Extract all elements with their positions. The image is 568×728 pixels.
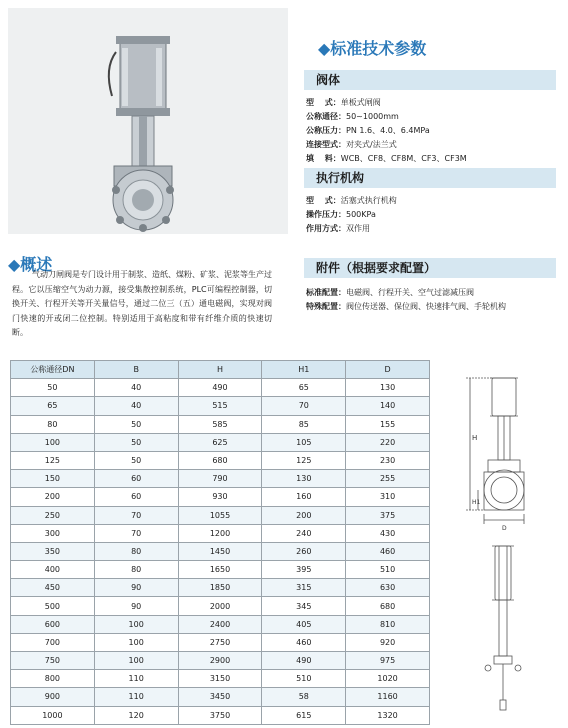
table-cell: 125	[262, 451, 346, 469]
table-cell: 60	[94, 470, 178, 488]
table-cell: 130	[262, 470, 346, 488]
table-cell: 450	[11, 579, 95, 597]
table-cell: 625	[178, 433, 262, 451]
table-cell: 600	[11, 615, 95, 633]
table-cell: 50	[94, 433, 178, 451]
table-cell: 460	[346, 542, 430, 560]
overview-text: 气动刀闸阀是专门设计用于制浆、造纸、煤粉、矿浆、泥浆等生产过程。它以压缩空气为动力源，接受集散控制系统，PLC可编程控制器，切换开关、行程开关等开关量信号，通过二位三（五）通电磁阀，实现对阀门快速的开或闭二位控制。特别适用于高粘度和带有纤维介质的快速切断。	[12, 270, 272, 337]
dim-label-d: D	[502, 525, 507, 532]
table-row	[11, 488, 430, 506]
col-b: B	[94, 361, 178, 379]
spec-row: 型 式：单板式闸阀	[306, 98, 381, 107]
table-row	[11, 579, 430, 597]
dim-label-h: H	[472, 434, 478, 442]
table-cell: 930	[178, 488, 262, 506]
table-cell: 490	[262, 652, 346, 670]
table-cell: 490	[178, 379, 262, 397]
table-row	[11, 561, 430, 579]
table-cell: 750	[11, 652, 95, 670]
table-cell: 240	[262, 524, 346, 542]
table-cell: 315	[262, 579, 346, 597]
table-cell: 900	[11, 688, 95, 706]
table-cell: 100	[94, 633, 178, 651]
table-cell: 140	[346, 397, 430, 415]
table-cell: 1160	[346, 688, 430, 706]
valve-body-specs	[306, 96, 467, 166]
table-cell: 1000	[11, 706, 95, 724]
table-cell: 1320	[346, 706, 430, 724]
knife-gate-valve-image	[8, 8, 288, 234]
spec-row: 操作压力：500KPa	[306, 210, 376, 219]
table-row	[11, 433, 430, 451]
table-cell: 100	[11, 433, 95, 451]
table-cell: 800	[11, 670, 95, 688]
dim-label-h1: H1	[472, 499, 481, 506]
table-cell: 160	[262, 488, 346, 506]
table-cell: 1450	[178, 542, 262, 560]
table-cell: 3150	[178, 670, 262, 688]
table-cell: 585	[178, 415, 262, 433]
spec-row: 标准配置：电磁阀、行程开关、空气过滤减压阀	[306, 288, 474, 297]
spec-row: 公称压力：PN 1.6、4.0、6.4MPa	[306, 126, 430, 135]
table-cell: 200	[11, 488, 95, 506]
table-row	[11, 542, 430, 560]
table-cell: 50	[94, 415, 178, 433]
table-cell: 375	[346, 506, 430, 524]
col-h: H	[178, 361, 262, 379]
table-cell: 1020	[346, 670, 430, 688]
spec-row: 特殊配置：阀位传送器、保位阀、快速排气阀、手轮机构	[306, 302, 506, 311]
table-cell: 3750	[178, 706, 262, 724]
col-h1: H1	[262, 361, 346, 379]
table-cell: 430	[346, 524, 430, 542]
col-dn: 公称通径DN	[11, 361, 95, 379]
table-cell: 110	[94, 688, 178, 706]
spec-row: 型 式：活塞式执行机构	[306, 196, 397, 205]
table-cell: 58	[262, 688, 346, 706]
valve-outline-drawing	[456, 368, 556, 538]
table-cell: 350	[11, 542, 95, 560]
table-cell: 65	[11, 397, 95, 415]
table-cell: 255	[346, 470, 430, 488]
table-cell: 150	[11, 470, 95, 488]
table-cell: 920	[346, 633, 430, 651]
table-cell: 50	[11, 379, 95, 397]
overview-title: ◆概述	[8, 255, 53, 274]
table-cell: 1850	[178, 579, 262, 597]
spec-section-title: ◆标准技术参数	[318, 39, 427, 58]
accessories-header: 附件（根据要求配置）	[304, 258, 556, 278]
table-row	[11, 470, 430, 488]
table-cell: 50	[94, 451, 178, 469]
table-cell: 100	[94, 652, 178, 670]
table-row	[11, 688, 430, 706]
table-cell: 40	[94, 397, 178, 415]
table-cell: 615	[262, 706, 346, 724]
dimension-table	[10, 360, 430, 725]
table-cell: 400	[11, 561, 95, 579]
table-cell: 130	[346, 379, 430, 397]
col-d: D	[346, 361, 430, 379]
table-cell: 510	[262, 670, 346, 688]
table-cell: 515	[178, 397, 262, 415]
table-cell: 260	[262, 542, 346, 560]
table-cell: 80	[11, 415, 95, 433]
table-row	[11, 506, 430, 524]
table-row	[11, 615, 430, 633]
table-cell: 90	[94, 579, 178, 597]
table-row	[11, 379, 430, 397]
table-cell: 230	[346, 451, 430, 469]
table-cell: 810	[346, 615, 430, 633]
table-cell: 2900	[178, 652, 262, 670]
table-cell: 90	[94, 597, 178, 615]
table-cell: 460	[262, 633, 346, 651]
table-cell: 200	[262, 506, 346, 524]
table-cell: 2400	[178, 615, 262, 633]
table-row	[11, 670, 430, 688]
spec-row: 连接型式：对夹式/法兰式	[306, 140, 397, 149]
table-cell: 40	[94, 379, 178, 397]
table-cell: 345	[262, 597, 346, 615]
valve-side-outline	[478, 540, 528, 716]
table-cell: 310	[346, 488, 430, 506]
table-cell: 1200	[178, 524, 262, 542]
table-cell: 80	[94, 542, 178, 560]
table-cell: 700	[11, 633, 95, 651]
dimension-drawing	[456, 368, 556, 538]
table-cell: 2000	[178, 597, 262, 615]
table-row	[11, 397, 430, 415]
actuator-specs	[306, 194, 397, 236]
table-cell: 680	[346, 597, 430, 615]
table-row	[11, 415, 430, 433]
table-cell: 100	[94, 615, 178, 633]
table-cell: 510	[346, 561, 430, 579]
table-cell: 790	[178, 470, 262, 488]
table-cell: 85	[262, 415, 346, 433]
table-cell: 395	[262, 561, 346, 579]
table-cell: 80	[94, 561, 178, 579]
valve-body-header: 阀体	[304, 70, 556, 90]
spec-row: 作用方式：双作用	[306, 224, 370, 233]
table-cell: 155	[346, 415, 430, 433]
table-row	[11, 451, 430, 469]
product-photo	[8, 8, 288, 234]
table-cell: 630	[346, 579, 430, 597]
table-cell: 2750	[178, 633, 262, 651]
table-cell: 1650	[178, 561, 262, 579]
spec-row: 公称通径：50~1000mm	[306, 112, 399, 121]
table-cell: 975	[346, 652, 430, 670]
table-cell: 250	[11, 506, 95, 524]
table-row	[11, 633, 430, 651]
table-cell: 120	[94, 706, 178, 724]
table-row	[11, 524, 430, 542]
accessories-specs	[306, 286, 506, 314]
table-cell: 105	[262, 433, 346, 451]
side-view-drawing	[478, 540, 528, 716]
spec-row: 填 料：WCB、CF8、CF8M、CF3、CF3M	[306, 154, 467, 163]
actuator-header: 执行机构	[304, 168, 556, 188]
table-row	[11, 652, 430, 670]
table-cell: 60	[94, 488, 178, 506]
table-cell: 65	[262, 379, 346, 397]
table-row	[11, 597, 430, 615]
table-cell: 70	[94, 506, 178, 524]
table-cell: 500	[11, 597, 95, 615]
table-cell: 220	[346, 433, 430, 451]
table-cell: 405	[262, 615, 346, 633]
table-cell: 300	[11, 524, 95, 542]
table-cell: 70	[94, 524, 178, 542]
table-header-row	[11, 361, 430, 379]
table-cell: 1055	[178, 506, 262, 524]
table-cell: 3450	[178, 688, 262, 706]
table-cell: 110	[94, 670, 178, 688]
table-cell: 125	[11, 451, 95, 469]
table-cell: 680	[178, 451, 262, 469]
table-cell: 70	[262, 397, 346, 415]
table-row	[11, 706, 430, 724]
